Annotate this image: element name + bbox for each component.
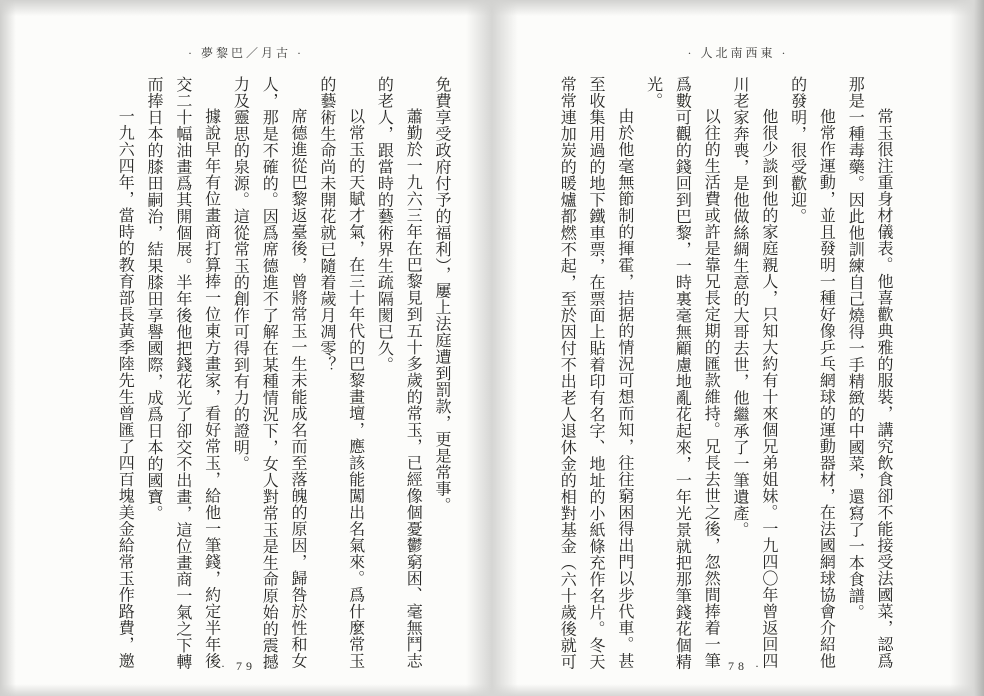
- paragraph: 他常作運動，並且發明一種好像乒乓網球的運動器材，在法國網球協會介紹他的發明，很受歡迎。: [788, 76, 835, 669]
- paragraph: 以常玉的天賦才氣，在三十年代的巴黎畫壇，應該能闖出名氣來。爲什麼常玉的藝術生命尚未開花就已隨着歲月凋零？: [317, 76, 364, 669]
- page-number-right: · 78 ·: [713, 659, 763, 673]
- paragraph: 蕭勤於一九六三年在巴黎見到五十多歲的常玉，已經像個憂鬱窮困、毫無鬥志的老人，跟當時的藝術界生疏隔閡已久。: [375, 76, 422, 669]
- paragraph: 以往的生活費或許是靠兄長定期的匯款維持。兄長去世之後，忽然間捧着一筆爲數可觀的錢回到巴黎，一時裏毫無顧慮地亂花起來，一年光景就把那筆錢花個精光。: [644, 76, 720, 670]
- paragraph: 據說早年有位畫商打算捧一位東方畫家，看好常玉，給他一筆錢，約定半年後交二十幅油畫爲其開個展。半年後他把錢花光了卻交不出畫，這位畫商一氣之下轉而捧日本的膝田嗣治，結果膝田享譽國際，成爲日本的國寶。: [145, 76, 220, 670]
- paragraph: 席德進從巴黎返臺後，曾將常玉一生未能成名而至落魄的原因，歸咎於性和女人，那是不確的。因爲席德進不了解在某種情況下，女人對常玉是生命原始的震撼力及靈思的泉源。這從常玉的創作可得到有力的證明。: [231, 76, 307, 670]
- page-number-left: · 79 ·: [221, 659, 271, 673]
- paragraph: 免費享受政府付予的福利），屢上法庭遭到罰款，更是常事。: [433, 76, 450, 514]
- running-head-right: · 人北南西東 ·: [687, 46, 789, 60]
- page-78: [492, 0, 984, 696]
- paragraph: 由於他毫無節制的揮霍，拮据的情況可想而知，往往窮困得出門以步代車。甚至收集用過的地下鐵車票，在票面上貼着印有名字、地址的小紙條充作名片。冬天常常連加炭的暖爐都燃不起，至於因付不出老人退休金的相對基金（六十歲後就可: [558, 76, 633, 670]
- paragraph: 常玉很注重身材儀表。他喜歡典雅的服裝，講究飲食卻不能接受法國菜，認爲那是一種毒藥。因此他訓練自己燒得一手精緻的中國菜，還寫了一本食譜。: [846, 76, 892, 669]
- text-block-left: [109, 76, 455, 673]
- paragraph: 他很少談到他的家庭親人，只知大約有十來個兄弟姐妹。一九四〇年曾返回四川老家奔喪，是他做絲綢生意的大哥去世，他繼承了一筆遺產。: [731, 76, 777, 669]
- paragraph: 一九六四年，當時的教育部長黃季陸先生曾匯了四百塊美金給常玉作路費，邀: [116, 108, 134, 669]
- running-head-left: · 夢黎巴／月古 ·: [188, 46, 304, 60]
- text-block-right: [551, 76, 897, 673]
